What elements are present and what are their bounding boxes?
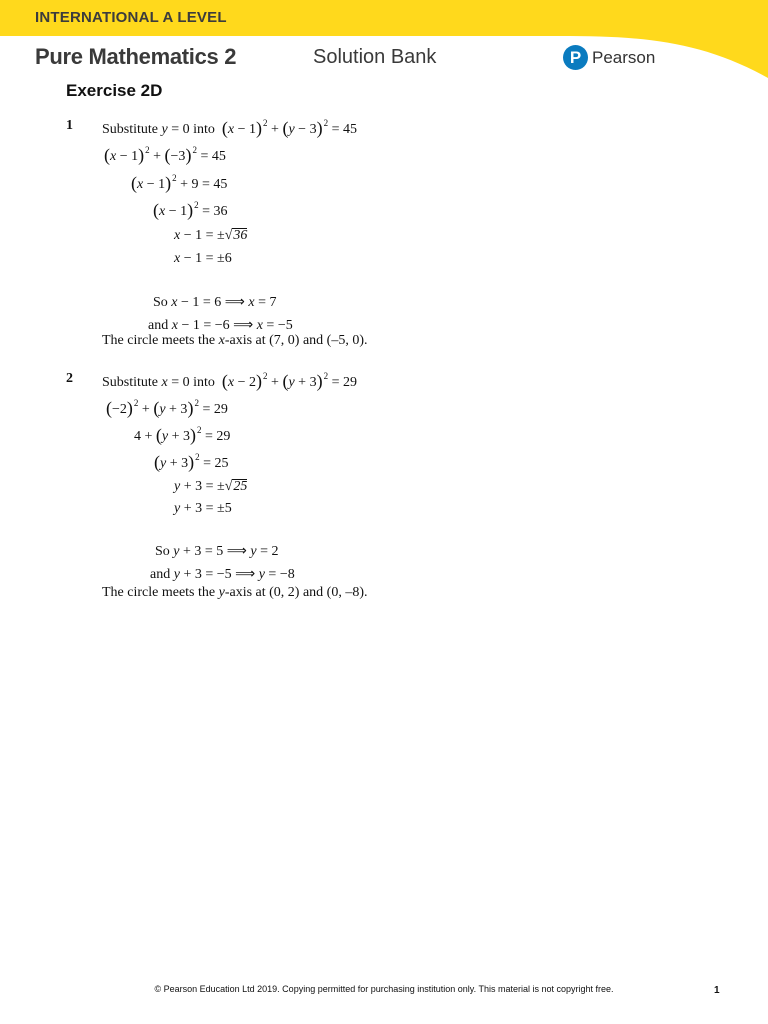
math-line: y + 3 = ±√25 xyxy=(174,479,248,494)
substitute-text: Substitute xyxy=(102,375,159,390)
math-line: Substitute y = 0 into $(x - 1)^2 + (y - 3)^2 = 45$ xyxy=(102,118,357,138)
conclusion-line: The circle meets the x-axis at (7, 0) and (–5, 0). xyxy=(102,333,368,348)
and-text: and xyxy=(150,567,171,582)
math-line: $(x - 1)^2 + 9 = 45$ xyxy=(131,173,228,193)
math-line: Substitute x = 0 into $(x - 2)^2 + (y + 3)^2 = 29$ xyxy=(102,371,357,391)
page-number: 1 xyxy=(714,985,720,996)
question-number: 1 xyxy=(66,118,73,133)
page-subtitle: Solution Bank xyxy=(313,46,437,68)
math-line: $(x - 1)^2 = 36$ xyxy=(153,200,228,220)
so-text: So xyxy=(153,295,168,310)
math-line: $(-2)^2 + (y + 3)^2 = 29$ xyxy=(106,398,228,418)
math-line: $(y + 3)^2 = 25$ xyxy=(154,452,229,472)
header-label: INTERNATIONAL A LEVEL xyxy=(35,9,227,26)
question-number: 2 xyxy=(66,371,73,386)
math-line: $(x - 1)^2 + (-3)^2 = 45$ xyxy=(104,145,226,165)
exercise-title: Exercise 2D xyxy=(66,81,163,100)
pearson-logo xyxy=(563,45,655,70)
math-line: $4 + (y + 3)^2 = 29$ xyxy=(134,425,231,445)
and-text: and xyxy=(148,318,169,333)
math-line: So x − 1 = 6 ⟹ x = 7 xyxy=(153,295,277,310)
math-line: So y + 3 = 5 ⟹ y = 2 xyxy=(155,544,279,559)
math-line: x − 1 = ±√36 xyxy=(174,228,248,243)
math-line: and y + 3 = −5 ⟹ y = −8 xyxy=(150,567,295,582)
math-line: and x − 1 = −6 ⟹ x = −5 xyxy=(148,318,293,333)
into-text: into xyxy=(193,122,215,137)
so-text: So xyxy=(155,544,170,559)
into-text: into xyxy=(193,375,215,390)
page-title: Pure Mathematics 2 xyxy=(35,44,237,69)
math-line: x − 1 = ±6 xyxy=(174,251,232,266)
pearson-logo-icon: P xyxy=(563,45,588,70)
substitute-text: Substitute xyxy=(102,122,159,137)
pearson-logo-text: Pearson xyxy=(592,47,656,67)
copyright-notice: © Pearson Education Ltd 2019. Copying permitted for purchasing institution only. This material is not copyright free. xyxy=(154,984,614,994)
math-line: y + 3 = ±5 xyxy=(174,501,232,516)
conclusion-line: The circle meets the y-axis at (0, 2) and (0, –8). xyxy=(102,585,368,600)
